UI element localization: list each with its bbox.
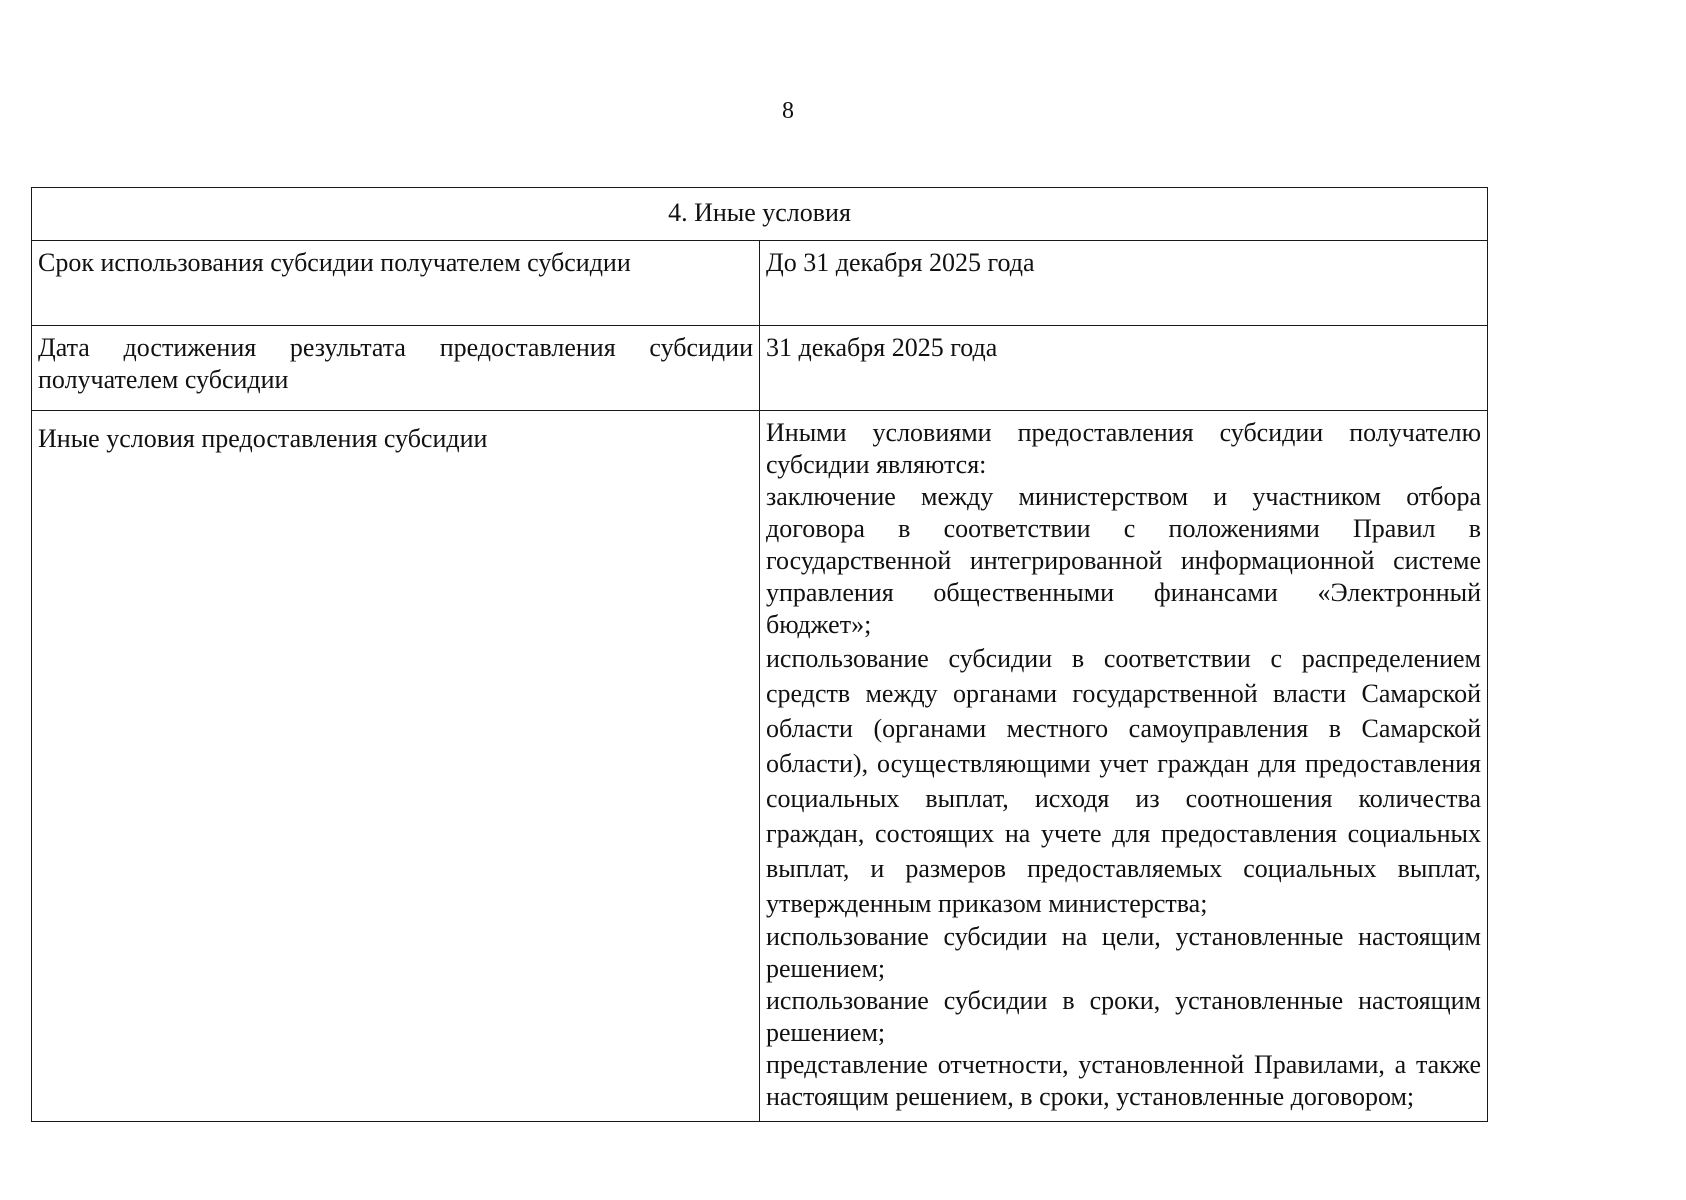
row-label-subsidy-usage-term: Срок использования субсидии получателем субсидии [32,241,760,326]
row-value-result-date: 31 декабря 2025 года [760,326,1488,411]
section-header-row [32,188,1488,241]
table-row [32,241,1488,326]
page-number: 8 [782,98,794,124]
row-value-subsidy-usage-term: До 31 декабря 2025 года [760,241,1488,326]
condition-item: использование субсидии в сроки, установленные настоящим решением; [766,986,1481,1047]
condition-item: представление отчетности, установленной Правилами, а также настоящим решением, в сроки, установленные договором; [766,1050,1481,1111]
condition-item: использование субсидии на цели, установленные настоящим решением; [766,922,1481,983]
condition-item: заключение между министерством и участником отбора договора в соответствии с положениями Правил в государственной интегрированной информационной системе управления общественными финансами «Электронный бюджет»; [766,482,1481,639]
condition-item: использование субсидии в соответствии с распределением средств между органами государственной власти Самарской области (органами местного самоуправления в Самарской области), осуществляющими учет граждан для предоставления социальных выплат, исходя из соотношения количества граждан, состоящих на учете для предоставления социальных выплат, и размеров предоставляемых социальных выплат, утвержденным приказом министерства; [766,644,1481,918]
row-label-result-date: Дата достижения результата предоставления субсидии получателем субсидии [32,326,760,411]
conditions-intro: Иными условиями предоставления субсидии получателю субсидии являются: [766,418,1481,479]
row-value-other-conditions [760,411,1488,1122]
row-label-other-conditions: Иные условия предоставления субсидии [32,411,760,1122]
conditions-table [31,187,1488,1122]
section-title: 4. Иные условия [32,188,1488,241]
table-row [32,411,1488,1122]
table-row [32,326,1488,411]
